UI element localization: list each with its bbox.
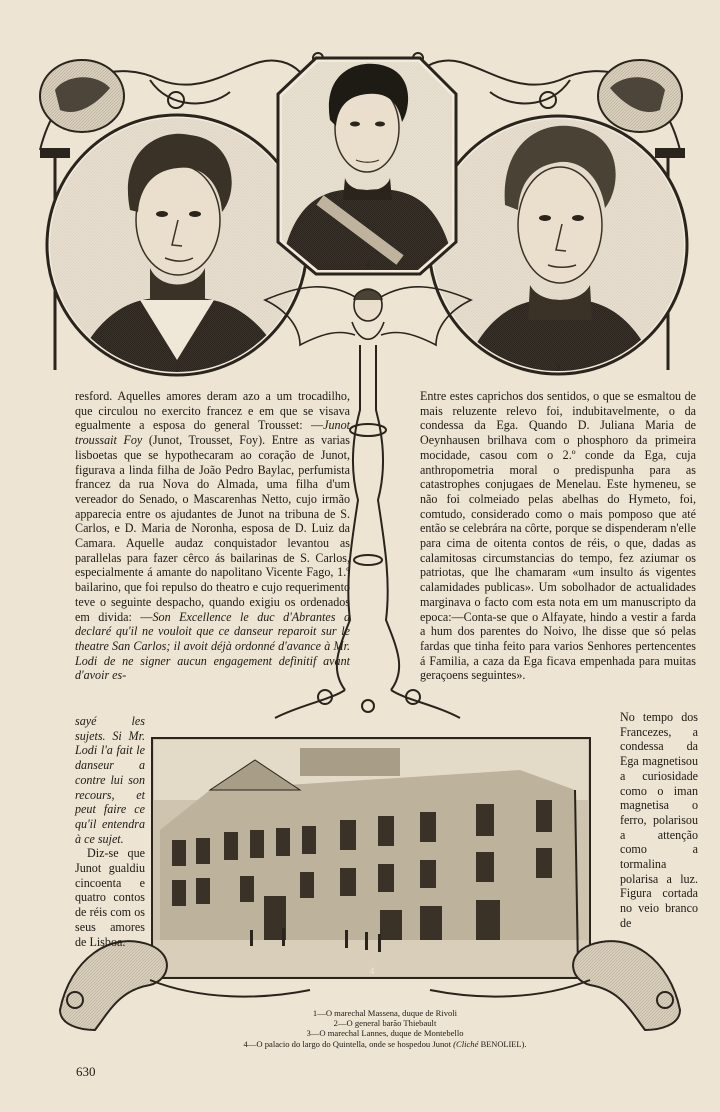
caption-3: 3—O marechal Lannes, duque de Montebello (306, 1028, 464, 1039)
french-quote-italic: Son Excellence le duc d'Abrantes a declaré qu'il ne vouloit que ce danseur reparoit sur le theatre San Carlos; il avoit déjà ordonné d'avance à Mr. Lodi de ne signer aucun engagement definitif avant d'avoir es- (75, 609, 350, 683)
portrait-thiebault (278, 58, 456, 274)
figure-number-2: 2 (365, 258, 371, 268)
left-paragraph: resford. Aquelles amores deram azo a um trocadilho, que circulou no exercito francez e em que se visava egualmente a esposa do general Trousset: —Junot troussait Foy (Junot, Trousset, Foy). Entre as varias lisboetas que se hypothecaram ao coração de Junot, figurava a linda filha de João Pedro Baylac, perfumista francez da rua Nova do Almada, uma filha d'um vereador do Senado, o Mascarenhas Netto, cujo irmão apparecia entre os ajudantes de Junot na tribuna de S. Carlos, e D. Maria de Noronha, esposa de D. Luiz da Camara. Aquelle audaz conquistador levantou as parallelas para fazer cêrco ás bailarinas de S. Carlos, especialmente á amante do napolitano Vicente Fago, 1.º bailarino, que foi repulso do theatro e cujo requerimento teve o seguinte despacho, quando exigiu os ordenados em divida: —Son Excellence le duc d'Abrantes a declaré qu'il ne vouloit que ce danseur reparoit sur le theatre San Carlos; il avoit déjà ordonné d'avance à Mr. Lodi de ne signer aucun engagement definitif avant d'avoir es- (75, 389, 350, 683)
caption-1: 1—O marechal Massena, duque de Rivoli (312, 1008, 458, 1018)
page-number: 630 (76, 1064, 96, 1079)
left-narrow-text: sayé les sujets. Si Mr. Lodi l'a fait le danseur a contre lui son recours, et peut faire ce qu'il entendra à ce sujet. Diz-se que Junot gualdiu cincoenta e quatro contos de réis com os seus amores de Lisboa. (75, 714, 145, 949)
caption-2: 2—O general barão Thiebault (333, 1018, 437, 1029)
figure-number-1: 1 (174, 364, 180, 374)
palace-quintella-engraving (152, 738, 590, 978)
right-column-text (420, 389, 696, 683)
right-narrow-text: No tempo dos Francezes, a condessa da Ega magnetisou a curiosidade como o iman magnetisa o ferro, polarisou a attenção como a tormalina polarisa a luz. Figura cortada no veio branco de (620, 710, 698, 930)
left-column-text (75, 389, 350, 683)
right-paragraph: Entre estes caprichos dos sentidos, o que se esmaltou de mais reluzente relevo foi, indubitavelmente, o da condessa da Ega. Quando D. Juliana Maria de Oeynhausen brilhava com o phosphoro da primeira mocidade, casou com o 2.º conde da Ega, cuja anthropometria moral o predispunha para as catastrophes conjugaes de Menelau. Este hymeneu, se não foi colmeiado pelas abelhas do Hymeto, foi, comtudo, considerado como o mais pomposo que até então se celebrára na côrte, porque se dispenderam n'elle para cima de oitenta contos de réis, o que, dadas as calamitosas circumstancias do tempo, fez aziumar os patriotas, que lhe chamaram «um insulto ás vigentes calamidades publicas». Um sobolhador de actualidades marginava o facto com esta nota em um manuscripto da epoca:—Conta-se que o Alfayate, hindo a vestir a farda a hum dos parentes do Noivo, lhe disse que só pelas fardas que tinha feito para varios Senhores pertencentes á Familia, a caza da Ega ficava empenhada para muitas geraçoens seguintes». (420, 389, 696, 683)
figure-captions (150, 1008, 620, 1050)
caption-4: 4—O palacio do largo do Quintella, onde se hospedou Junot (Cliché BENOLIEL). (243, 1038, 527, 1049)
pun-italic: Junot troussait Foy (75, 418, 350, 448)
figure-number-4: 4 (369, 966, 375, 976)
bottom-ornament (150, 980, 590, 997)
figure-number-3: 3 (555, 363, 561, 373)
